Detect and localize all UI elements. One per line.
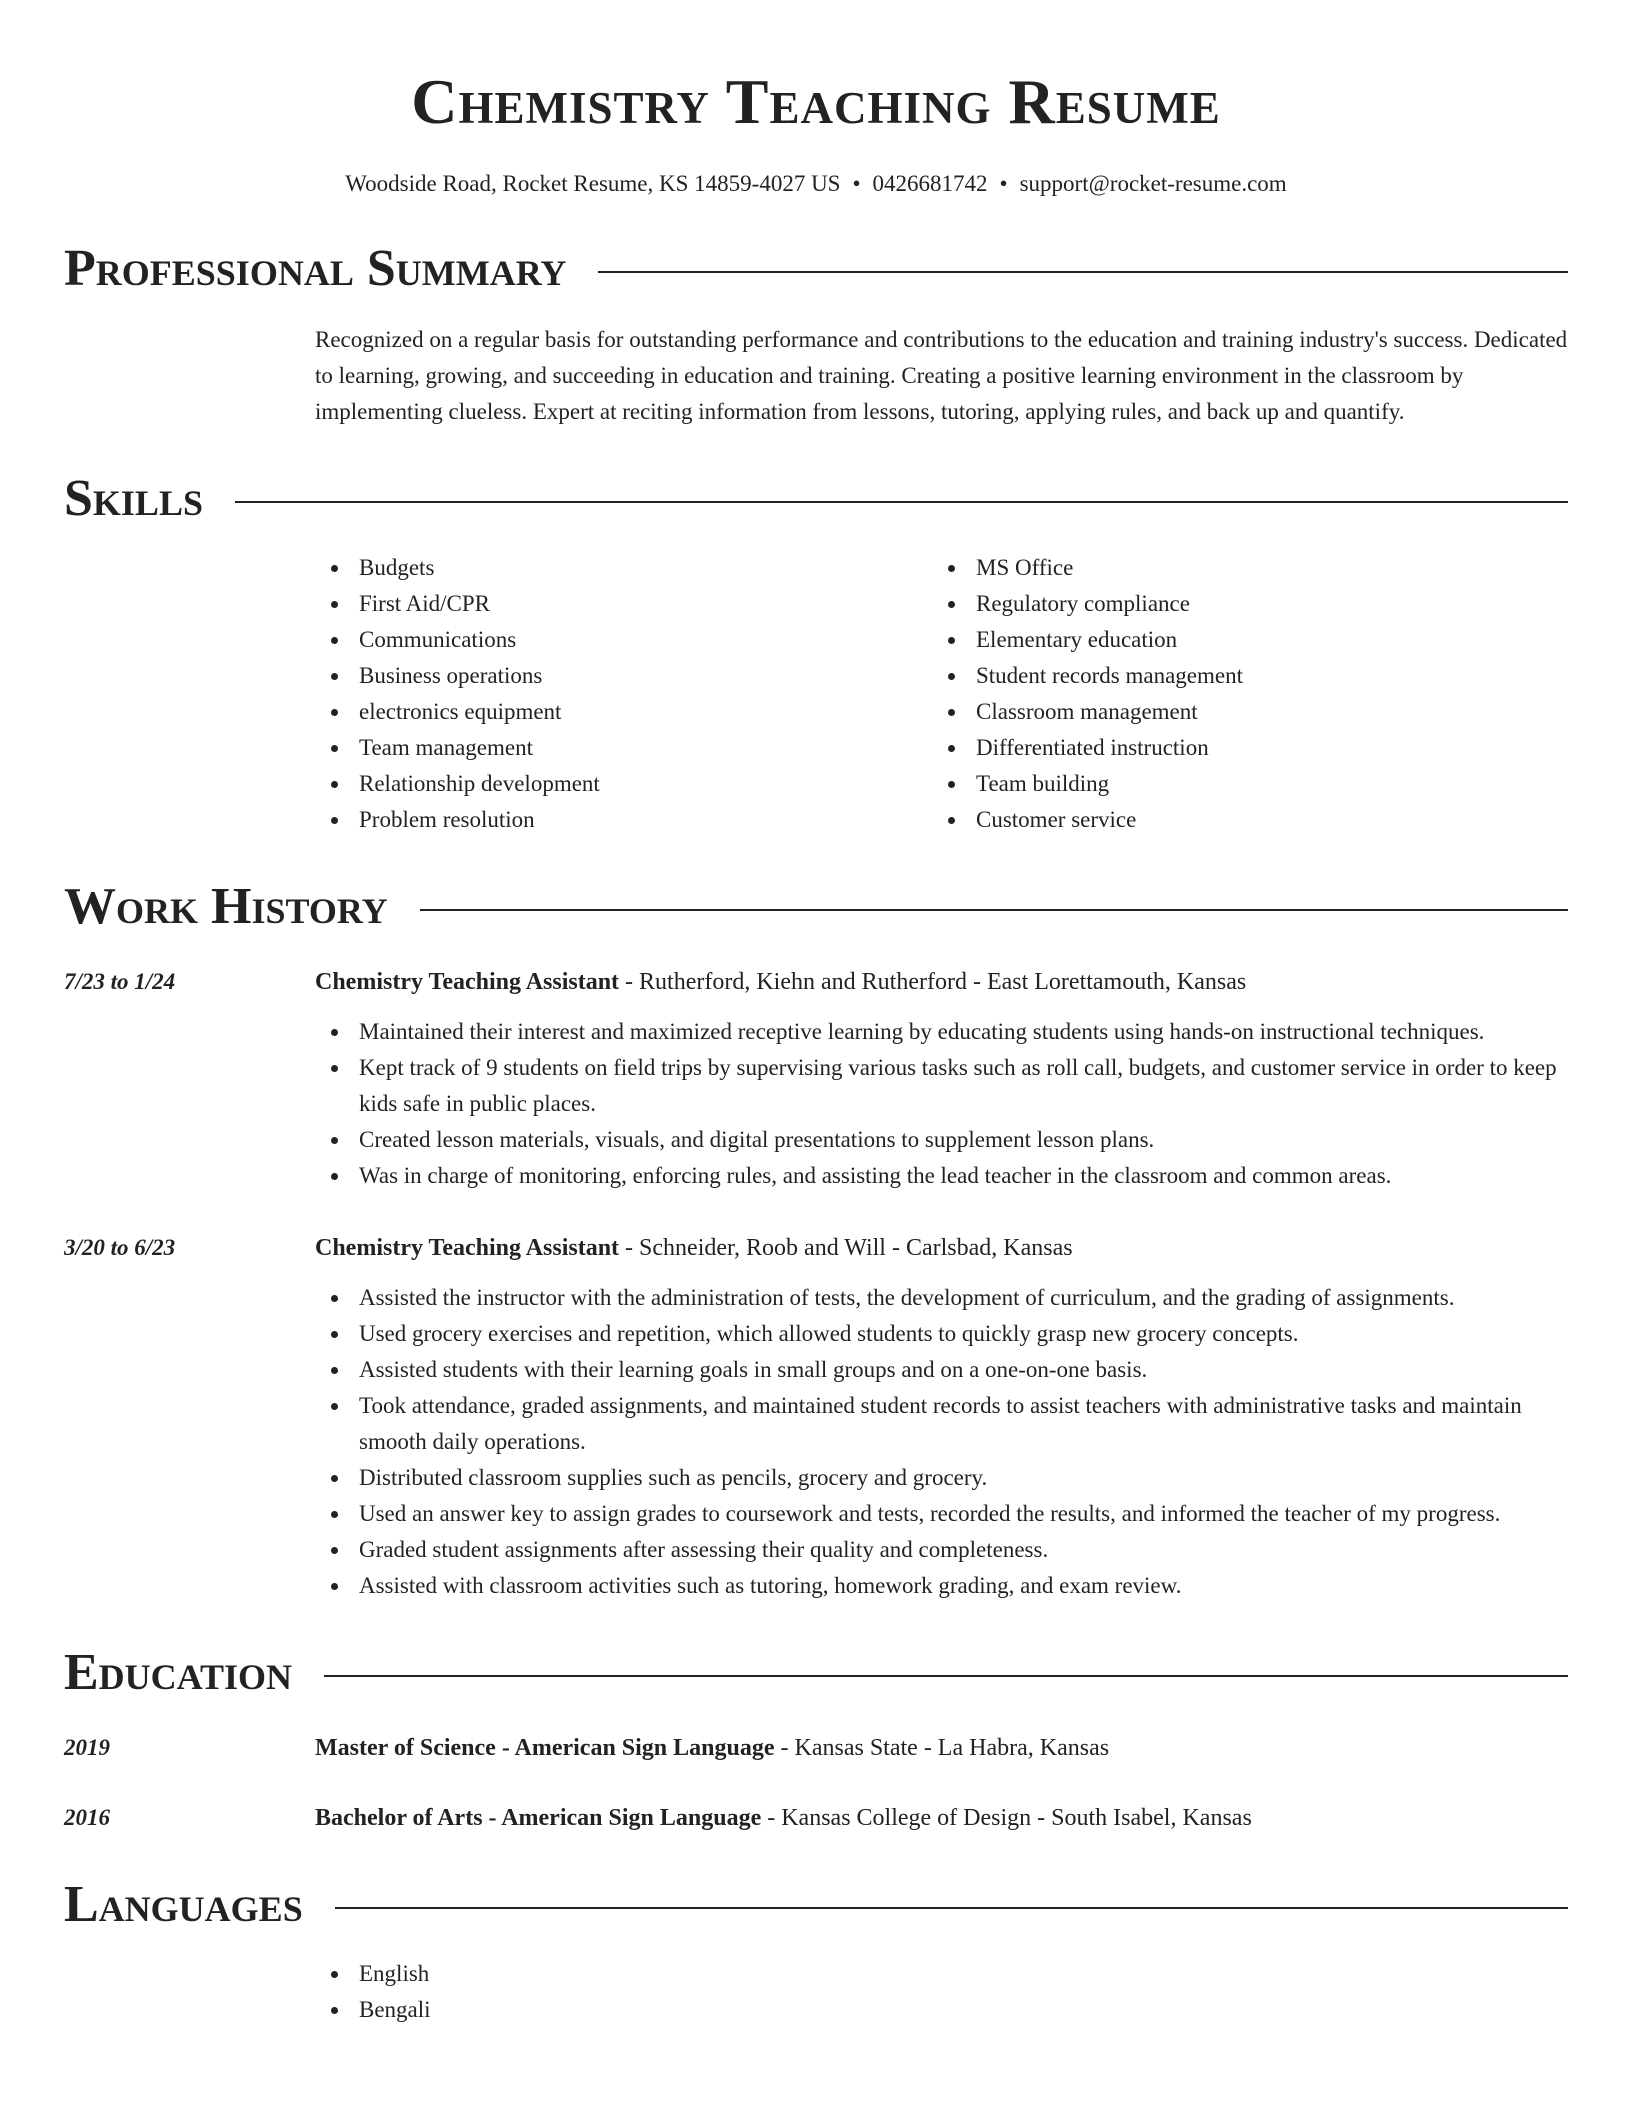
job-bullets: [315, 1014, 1568, 1194]
skill-item: Classroom management: [932, 694, 1549, 730]
education-year: 2019: [64, 1735, 110, 1760]
job-bullet: Distributed classroom supplies such as pencils, grocery and grocery.: [315, 1460, 1568, 1496]
section-divider: [420, 909, 1568, 911]
education-school: - Kansas State - La Habra, Kansas: [774, 1735, 1110, 1761]
skill-item: Problem resolution: [315, 802, 932, 838]
education-entry: [64, 1800, 1568, 1836]
skills-section-title: Skills: [64, 470, 203, 527]
education-section-header: [64, 1642, 1568, 1704]
job-role: Chemistry Teaching Assistant: [315, 1235, 620, 1261]
skill-item: Relationship development: [315, 766, 932, 802]
skill-item: Differentiated instruction: [932, 730, 1549, 766]
job-heading: [315, 1230, 1568, 1266]
job-company: - Schneider, Roob and Will - Carlsbad, Kansas: [619, 1235, 1073, 1261]
skill-item: Elementary education: [932, 622, 1549, 658]
job-bullet: Kept track of 9 students on field trips by supervising various tasks such as roll call, budgets, and customer service in order to keep kids safe in public places.: [315, 1050, 1568, 1122]
contact-separator: •: [852, 171, 861, 196]
section-divider: [324, 1675, 1568, 1677]
skills-grid: [315, 550, 1568, 838]
job-heading: [315, 964, 1568, 1000]
summary-section-header: [64, 238, 1568, 300]
skill-item: First Aid/CPR: [315, 586, 932, 622]
contact-separator: •: [999, 171, 1008, 196]
job-role: Chemistry Teaching Assistant: [315, 969, 620, 995]
languages-section-header: [64, 1874, 1568, 1936]
job-details: [315, 964, 1568, 1194]
education-heading: [315, 1800, 1568, 1836]
contact-line: [64, 168, 1568, 200]
job-bullet: Assisted students with their learning goals in small groups and on a one-on-one basis.: [315, 1352, 1568, 1388]
skills-column-right: [932, 550, 1549, 838]
education-school: - Kansas College of Design - South Isabel, Kansas: [761, 1805, 1252, 1831]
job-bullet: Was in charge of monitoring, enforcing rules, and assisting the lead teacher in the classroom and common areas.: [315, 1158, 1568, 1194]
job-bullet: Graded student assignments after assessing their quality and completeness.: [315, 1532, 1568, 1568]
contact-address: Woodside Road, Rocket Resume, KS 14859-4027 US: [345, 171, 841, 196]
education-section-title: Education: [64, 1644, 293, 1701]
language-item: English: [315, 1956, 1568, 1992]
job-bullet: Took attendance, graded assignments, and maintained student records to assist teachers with administrative tasks and maintain smooth daily operations.: [315, 1388, 1568, 1460]
resume-title: Chemistry Teaching Resume: [411, 66, 1221, 137]
education-degree: Master of Science - American Sign Language: [315, 1735, 775, 1761]
languages-list: [315, 1956, 1568, 2028]
skill-item: Customer service: [932, 802, 1549, 838]
skill-item: Business operations: [315, 658, 932, 694]
education-heading: [315, 1730, 1568, 1766]
contact-email: support@rocket-resume.com: [1019, 171, 1287, 196]
job-entry: [64, 964, 1568, 1194]
contact-phone: 0426681742: [872, 171, 988, 196]
education-entry: [64, 1730, 1568, 1766]
education-year: 2016: [64, 1805, 110, 1830]
job-bullet: Maintained their interest and maximized receptive learning by educating students using hands-on instructional techniques.: [315, 1014, 1568, 1050]
skill-item: Team building: [932, 766, 1549, 802]
skill-item: MS Office: [932, 550, 1549, 586]
work-section-header: [64, 876, 1568, 938]
skill-item: Budgets: [315, 550, 932, 586]
summary-text: Recognized on a regular basis for outstanding performance and contributions to the education and training industry's success. Dedicated to learning, growing, and succeeding in education and training. Creating a positive learning environment in the classroom by implementing clueless. Expert at reciting information from lessons, tutoring, applying rules, and back up and quantify.: [315, 327, 1568, 424]
languages-section-title: Languages: [64, 1876, 303, 1933]
skill-item: Team management: [315, 730, 932, 766]
section-divider: [235, 501, 1568, 503]
skills-column-left: [315, 550, 932, 838]
education-degree: Bachelor of Arts - American Sign Language: [315, 1805, 762, 1831]
job-bullet: Assisted with classroom activities such as tutoring, homework grading, and exam review.: [315, 1568, 1568, 1604]
job-dates: 3/20 to 6/23: [64, 1235, 176, 1260]
skill-item: Communications: [315, 622, 932, 658]
skills-section-header: [64, 468, 1568, 530]
job-bullet: Created lesson materials, visuals, and digital presentations to supplement lesson plans.: [315, 1122, 1568, 1158]
skill-item: Regulatory compliance: [932, 586, 1549, 622]
job-bullet: Used grocery exercises and repetition, which allowed students to quickly grasp new grocery concepts.: [315, 1316, 1568, 1352]
section-divider: [335, 1907, 1568, 1909]
summary-section-title: Professional Summary: [64, 240, 567, 297]
job-bullet: Used an answer key to assign grades to coursework and tests, recorded the results, and informed the teacher of my progress.: [315, 1496, 1568, 1532]
skill-item: electronics equipment: [315, 694, 932, 730]
job-company: - Rutherford, Kiehn and Rutherford - East Lorettamouth, Kansas: [619, 969, 1247, 995]
resume-page: [64, 0, 1568, 2112]
skill-item: Student records management: [932, 658, 1549, 694]
job-bullets: [315, 1280, 1568, 1604]
job-dates: 7/23 to 1/24: [64, 969, 176, 994]
job-details: [315, 1230, 1568, 1604]
job-entry: [64, 1230, 1568, 1604]
language-item: Bengali: [315, 1992, 1568, 2028]
job-bullet: Assisted the instructor with the administration of tests, the development of curriculum, and the grading of assignments.: [315, 1280, 1568, 1316]
section-divider: [598, 271, 1568, 273]
work-section-title: Work History: [64, 878, 388, 935]
